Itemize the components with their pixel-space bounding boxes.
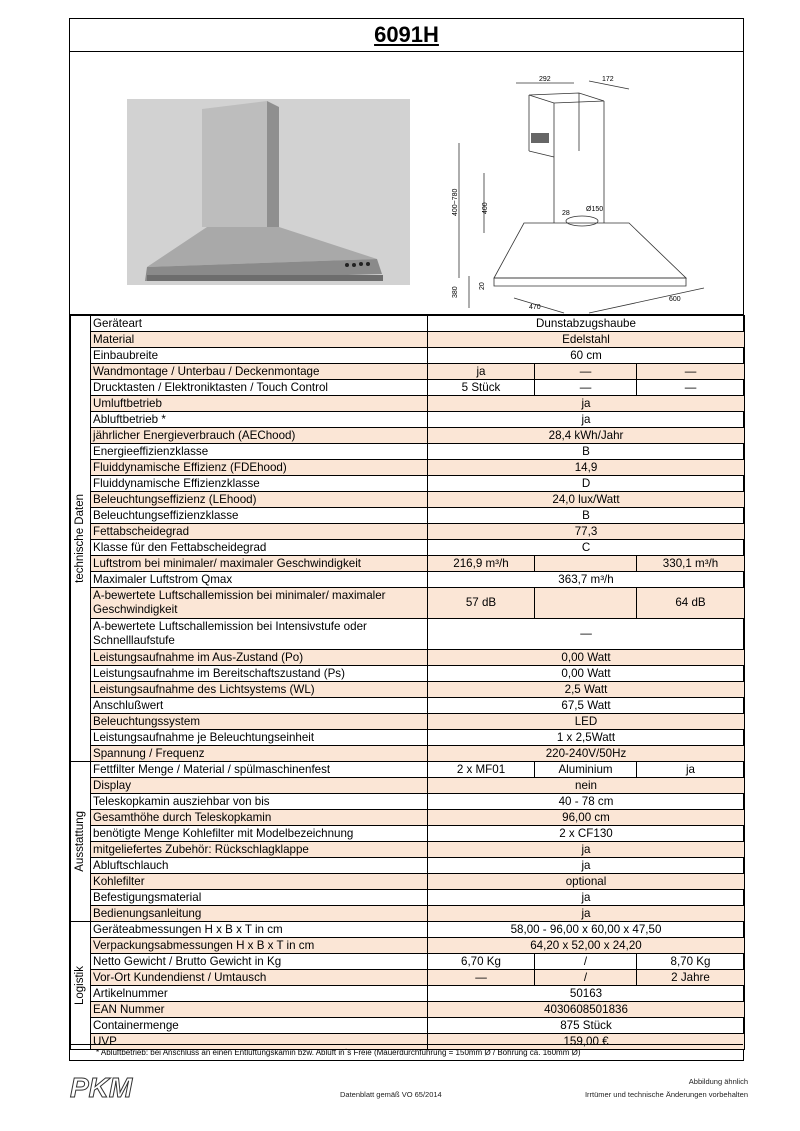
- row-label: Leistungsaufnahme im Bereitschaftszustand (Ps): [91, 666, 428, 682]
- row-label: jährlicher Energieverbrauch (AEChood): [91, 428, 428, 444]
- row-value: 330,1 m³/h: [637, 556, 745, 572]
- row-value: D: [428, 476, 745, 492]
- dim-outlet: Ø150: [586, 206, 604, 213]
- row-value: /: [535, 954, 637, 970]
- row-label: Drucktasten / Elektroniktasten / Touch Control: [91, 380, 428, 396]
- table-row: [71, 428, 745, 444]
- table-row: [71, 858, 745, 874]
- row-value: —: [428, 619, 745, 650]
- row-value: ja: [428, 858, 745, 874]
- row-label: Containermenge: [91, 1018, 428, 1034]
- table-row: [71, 540, 745, 556]
- table-row: [71, 922, 745, 938]
- table-row: [71, 810, 745, 826]
- row-label: benötigte Menge Kohlefilter mit Modelbezeichnung: [91, 826, 428, 842]
- row-label: Artikelnummer: [91, 986, 428, 1002]
- product-photo: [127, 99, 410, 285]
- table-row: [71, 698, 745, 714]
- dim-top-depth: 172: [602, 76, 614, 83]
- section-technical: technische Daten: [71, 316, 91, 762]
- table-row: [71, 954, 745, 970]
- row-label: Netto Gewicht / Brutto Gewicht in Kg: [91, 954, 428, 970]
- row-label: Verpackungsabmessungen H x B x T in cm: [91, 938, 428, 954]
- row-value: ja: [428, 842, 745, 858]
- table-row: [71, 874, 745, 890]
- row-label: EAN Nummer: [91, 1002, 428, 1018]
- datasheet-regulation: Datenblatt gemäß VO 65/2014: [340, 1090, 442, 1099]
- disclaimer-line: Abbildung ähnlich: [688, 1077, 748, 1086]
- row-label: Maximaler Luftstrom Qmax: [91, 572, 428, 588]
- row-value: 2 x MF01: [428, 762, 535, 778]
- row-label: Fluiddynamische Effizienzklasse: [91, 476, 428, 492]
- row-value: 220-240V/50Hz: [428, 746, 745, 762]
- table-row: [71, 970, 745, 986]
- row-value: [535, 588, 637, 619]
- row-label: Material: [91, 332, 428, 348]
- table-row: [71, 730, 745, 746]
- dim-width: 600: [669, 296, 681, 303]
- table-row: [71, 682, 745, 698]
- row-label: Fettfilter Menge / Material / spülmaschinenfest: [91, 762, 428, 778]
- row-value: 50163: [428, 986, 745, 1002]
- row-value: /: [535, 970, 637, 986]
- row-label: Bedienungsanleitung: [91, 906, 428, 922]
- dim-hood-height: 380: [452, 286, 459, 298]
- table-row: [71, 1018, 745, 1034]
- footnote: * Abluftbetrieb: bei Anschluss an einen Entlüftungskamin bzw. Abluft in´s Freie (Mauerdurchführung = 150mm Ø / Bohrung ca. 160mm Ø): [70, 1044, 743, 1060]
- row-value: 58,00 - 96,00 x 60,00 x 47,50: [428, 922, 745, 938]
- row-value: 363,7 m³/h: [428, 572, 745, 588]
- row-value: —: [535, 380, 637, 396]
- dim-chimney-min: 400: [482, 202, 489, 214]
- table-row: [71, 476, 745, 492]
- dim-chimney-range: 400~780: [452, 188, 459, 216]
- row-label: Einbaubreite: [91, 348, 428, 364]
- dim-top-width: 292: [539, 76, 551, 83]
- row-label: Klasse für den Fettabscheidegrad: [91, 540, 428, 556]
- row-value: 1 x 2,5Watt: [428, 730, 745, 746]
- table-row: [71, 714, 745, 730]
- row-label: Geräteart: [91, 316, 428, 332]
- technical-drawing: [454, 73, 724, 309]
- table-row: [71, 316, 745, 332]
- row-value: Aluminium: [535, 762, 637, 778]
- row-value: LED: [428, 714, 745, 730]
- row-value: 8,70 Kg: [637, 954, 745, 970]
- dim-edge: 20: [479, 282, 486, 290]
- row-value: 216,9 m³/h: [428, 556, 535, 572]
- row-value: B: [428, 444, 745, 460]
- row-value: nein: [428, 778, 745, 794]
- row-value: 2,5 Watt: [428, 682, 745, 698]
- row-label: Fluiddynamische Effizienz (FDEhood): [91, 460, 428, 476]
- row-value: 5 Stück: [428, 380, 535, 396]
- row-label: Vor-Ort Kundendienst / Umtausch: [91, 970, 428, 986]
- row-value: 2 Jahre: [637, 970, 745, 986]
- row-label: Geräteabmessungen H x B x T in cm: [91, 922, 428, 938]
- table-row: [71, 412, 745, 428]
- table-row: [71, 890, 745, 906]
- table-row: [71, 556, 745, 572]
- row-value: 2 x CF130: [428, 826, 745, 842]
- row-label: Kohlefilter: [91, 874, 428, 890]
- table-row: [71, 508, 745, 524]
- row-value: —: [428, 970, 535, 986]
- row-label: Beleuchtungssystem: [91, 714, 428, 730]
- row-value: 60 cm: [428, 348, 745, 364]
- table-row: [71, 460, 745, 476]
- datasheet: [69, 18, 744, 1061]
- row-label: Gesamthöhe durch Teleskopkamin: [91, 810, 428, 826]
- row-value: 57 dB: [428, 588, 535, 619]
- table-row: [71, 444, 745, 460]
- table-row: [71, 492, 745, 508]
- row-label: mitgeliefertes Zubehör: Rückschlagklappe: [91, 842, 428, 858]
- row-label: Anschlußwert: [91, 698, 428, 714]
- row-value: B: [428, 508, 745, 524]
- table-row: [71, 794, 745, 810]
- row-value: Edelstahl: [428, 332, 745, 348]
- row-value: 0,00 Watt: [428, 666, 745, 682]
- table-row: [71, 906, 745, 922]
- table-row: [71, 986, 745, 1002]
- row-label: Fettabscheidegrad: [91, 524, 428, 540]
- row-label: Spannung / Frequenz: [91, 746, 428, 762]
- row-value: Dunstabzugshaube: [428, 316, 745, 332]
- section-logistics: Logistik: [71, 922, 91, 1050]
- row-label: Display: [91, 778, 428, 794]
- row-label: A-bewertete Luftschallemission bei Intensivstufe oder Schnelllaufstufe: [91, 619, 428, 650]
- image-row: [70, 51, 743, 315]
- table-row: [71, 826, 745, 842]
- row-value: 875 Stück: [428, 1018, 745, 1034]
- table-row: [71, 524, 745, 540]
- row-label: Abluftbetrieb *: [91, 412, 428, 428]
- row-label: Befestigungsmaterial: [91, 890, 428, 906]
- row-label: Beleuchtungseffizienzklasse: [91, 508, 428, 524]
- row-label: Wandmontage / Unterbau / Deckenmontage: [91, 364, 428, 380]
- row-value: C: [428, 540, 745, 556]
- row-value: 28,4 kWh/Jahr: [428, 428, 745, 444]
- disclaimer-line: Irrtümer und technische Änderungen vorbehalten: [584, 1090, 748, 1099]
- row-label: UVP: [91, 1034, 428, 1050]
- brand-logo: [70, 1073, 152, 1101]
- table-row: [71, 572, 745, 588]
- row-value: 77,3: [428, 524, 745, 540]
- row-value: 24,0 lux/Watt: [428, 492, 745, 508]
- table-row: [71, 842, 745, 858]
- row-value: ja: [428, 890, 745, 906]
- row-label: Leistungsaufnahme des Lichtsystems (WL): [91, 682, 428, 698]
- table-row: [71, 762, 745, 778]
- table-row: [71, 666, 745, 682]
- row-label: Leistungsaufnahme im Aus-Zustand (Po): [91, 650, 428, 666]
- table-row: [71, 396, 745, 412]
- table-row: [71, 364, 745, 380]
- row-value: ja: [428, 364, 535, 380]
- row-label: Luftstrom bei minimaler/ maximaler Geschwindigkeit: [91, 556, 428, 572]
- row-value: 0,00 Watt: [428, 650, 745, 666]
- row-value: optional: [428, 874, 745, 890]
- row-label: Abluftschlauch: [91, 858, 428, 874]
- table-row: [71, 380, 745, 396]
- row-value: —: [637, 364, 745, 380]
- page-title: 6091H: [70, 19, 743, 52]
- spec-table: [70, 315, 745, 1050]
- table-row: [71, 619, 745, 650]
- row-value: —: [637, 380, 745, 396]
- table-row: [71, 332, 745, 348]
- row-label: Umluftbetrieb: [91, 396, 428, 412]
- row-value: 4030608501836: [428, 1002, 745, 1018]
- table-row: [71, 650, 745, 666]
- row-value: 96,00 cm: [428, 810, 745, 826]
- row-value: [535, 556, 637, 572]
- table-row: [71, 348, 745, 364]
- row-label: Leistungsaufnahme je Beleuchtungseinheit: [91, 730, 428, 746]
- row-value: ja: [428, 412, 745, 428]
- table-row: [71, 778, 745, 794]
- row-value: —: [535, 364, 637, 380]
- row-label: Teleskopkamin ausziehbar von bis: [91, 794, 428, 810]
- table-row: [71, 588, 745, 619]
- row-value: 64,20 x 52,00 x 24,20: [428, 938, 745, 954]
- footer-disclaimer: [585, 1075, 748, 1101]
- row-value: 40 - 78 cm: [428, 794, 745, 810]
- row-value: 67,5 Watt: [428, 698, 745, 714]
- row-value: 14,9: [428, 460, 745, 476]
- dim-small: 28: [562, 210, 570, 217]
- table-row: [71, 1002, 745, 1018]
- svg-text:PKM: PKM: [70, 1072, 133, 1103]
- section-equipment: Ausstattung: [71, 762, 91, 922]
- row-value: ja: [637, 762, 745, 778]
- row-label: A-bewertete Luftschallemission bei minimaler/ maximaler Geschwindigkeit: [91, 588, 428, 619]
- table-row: [71, 938, 745, 954]
- row-value: 159,00 €: [428, 1034, 745, 1050]
- dim-depth: 470: [529, 304, 541, 311]
- row-value: 6,70 Kg: [428, 954, 535, 970]
- row-value: 64 dB: [637, 588, 745, 619]
- row-value: ja: [428, 396, 745, 412]
- row-label: Energieeffizienzklasse: [91, 444, 428, 460]
- row-value: ja: [428, 906, 745, 922]
- table-row: [71, 746, 745, 762]
- row-label: Beleuchtungseffizienz (LEhood): [91, 492, 428, 508]
